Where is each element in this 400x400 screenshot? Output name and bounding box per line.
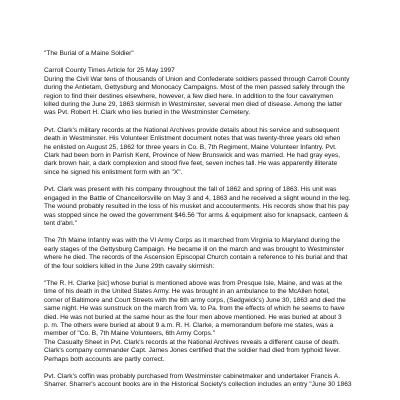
paragraph-spacer [44,118,358,127]
paragraph-spacer [44,271,358,280]
paragraph-gettysburg-march: The 7th Maine Infantry was with the VI Army Corps as it marched from Virginia to Maryland during the early stages of the Gettysburg Campaign. He became ill on the march and was brought to Westminster where he died. The records of the Ascension Episcopal Church contain a reference to his burial and that of the four soldiers killed in the June 29th cavalry skirmish: [44,237,348,270]
header-paragraph: Carroll County Times Article for 25 May 1997 During the Civil War tens of thousands of Union and Confederate soldiers passed through Carroll County during the Antietam, Gettysburg and Monocacy Campaigns. Most of the men passed safely through the region to find their destines elsewhere, however, a few died here. In addition to the four cavalrymen killed during the June 29, 1863 skirmish in Westminster, several men died of disease. Among the latter was Pvt. Robert H. Clark who lies buried in the Westminster Cemetery. [44,67,350,117]
paragraph-spacer [44,177,358,186]
paragraph-spacer [44,58,358,67]
paragraph-chancellorsville: Pvt. Clark was present with his company throughout the fall of 1862 and spring of 1863. His unit was engaged in the Battle of Chancellorsville on May 3 and 4, 1863 and he received a slight wound in the leg. The wound probably resulted in the loss of his musket and accouterments. His records show that his pay was stopped since he owed the government $46.56 "for arms & equipment also for knapsack, canteen & tent d'abri." [44,186,351,227]
paragraph-church-record: "The R. H. Clarke [sic] whose burial is mentioned above was from Presque Isle, Maine, and was at the time of his death in the United States Army. He was brought in an ambulance to the McAllen hotel, corner of Baltimore and Court Streets with the 6th army corps, (Sedgwick's) June 30, 1863 and died the same night. He was sunstruck on the march from Va. to Pa. from the effects of which he seems to have died. He was not buried at the same hour as the four men above mentioned. He was buried at about 3 p. m. The others were buried at about 9 a.m. R. H. Clarke, a memorandum before me states, was a member of "Co. B, 7th Maine Volunteers, 6th Army Corps." The Casualty Sheet in Pvt. Clark's records at the National Archives reveals a different cause of death. Clark's company commander Capt. James Jones certified that the soldier had died from typhoid fever. Perhaps both accounts are partly correct. [44,279,346,363]
paragraph-coffin: Pvt. Clark's coffin was probably purchased from Westminster cabinetmaker and undertaker Francis A. Sharrer. Sharrer's account books are in the Historical Society's collection includes an entry "June 30 1863 [44,373,352,389]
document-title: "The Burial of a Maine Soldier" [44,50,134,57]
paragraph-service-record: Pvt. Clark's military records at the National Archives provide details about his service and subsequent death in Westminster. His Volunteer Enlistment document notes that was twenty-three years old when he enlisted on August 25, 1862 for three years in Co. B, 7th Regiment, Maine Volunteer Infantry. Pvt. Clark had been born in Parrish Kent, Province of New Brunswick and was married. He had gray eyes, dark brown hair, a dark complexion and stood five feet, seven inches tall. He was apparently illiterate since he signed his enlistment form with an "X". [44,126,341,176]
paragraph-spacer [44,228,358,237]
paragraph-spacer [44,364,358,373]
